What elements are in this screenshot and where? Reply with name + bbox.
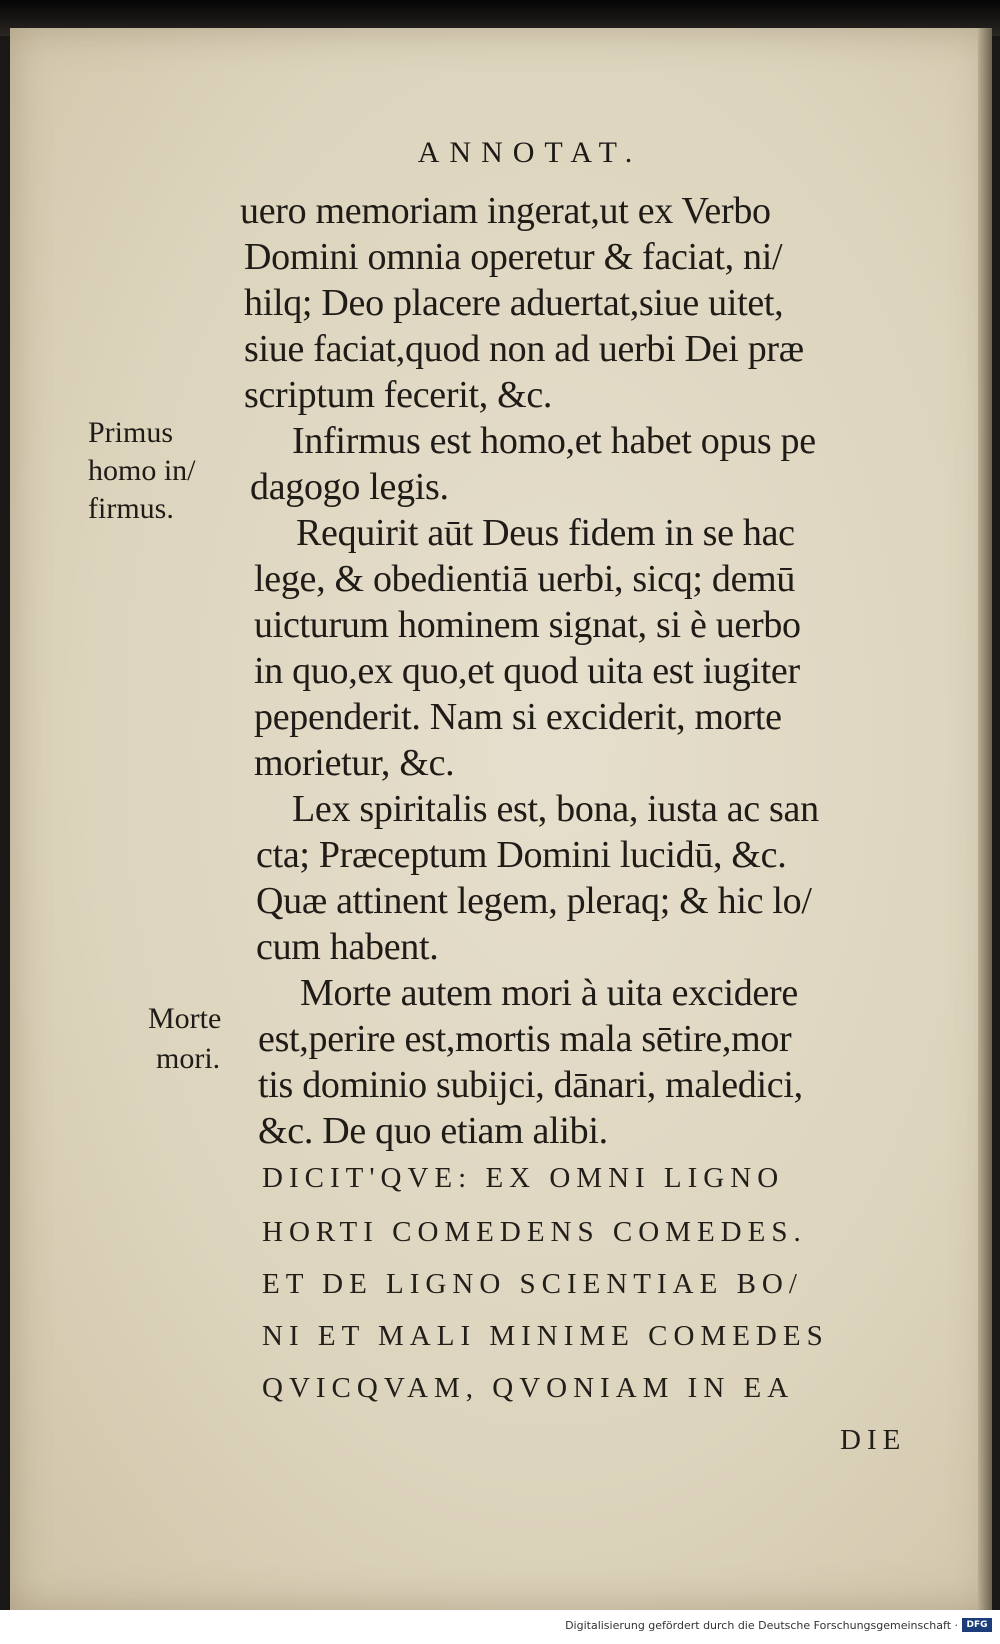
body-line: cum habent. [256, 926, 439, 968]
body-line: dagogo legis. [250, 466, 449, 508]
body-line: Requirit aūt Deus fidem in se hac [296, 512, 795, 554]
body-line: uero memoriam ingerat,ut ex Verbo [240, 190, 771, 232]
body-line: Morte autem mori à uita excidere [300, 972, 798, 1014]
caps-line: NI ET MALI MINIME COMEDES [262, 1320, 829, 1352]
body-line: Lex spiritalis est, bona, iusta ac san [292, 788, 819, 830]
margin-note-line: mori. [156, 1042, 221, 1075]
body-line: scriptum fecerit, &c. [244, 374, 553, 416]
body-line: Quæ attinent legem, pleraq; & hic lo/ [256, 880, 812, 922]
body-line: pependerit. Nam si exciderit, morte [254, 696, 782, 738]
margin-note-line: firmus. [88, 492, 174, 525]
body-line: uicturum hominem signat, si è uerbo [254, 604, 801, 646]
body-line: in quo,ex quo,et quod uita est iugiter [254, 650, 800, 692]
caps-line: HORTI COMEDENS COMEDES. [262, 1216, 807, 1248]
running-header: ANNOTAT. [417, 136, 643, 169]
footer-credit: Digitalisierung gefördert durch die Deutsche Forschungsgemeinschaft · [565, 1619, 958, 1632]
body-line: &c. De quo etiam alibi. [258, 1110, 608, 1152]
body-line: est,perire est,mortis mala sētire,mor [258, 1018, 792, 1060]
digitization-footer [0, 1610, 1000, 1644]
margin-note-line: Primus [88, 416, 174, 449]
caps-line: DICIT'QVE: EX OMNI LIGNO [262, 1162, 785, 1194]
caps-line: QVICQVAM, QVONIAM IN EA [262, 1372, 795, 1404]
body-line: morietur, &c. [254, 742, 455, 784]
body-line: hilq; Deo placere aduertat,siue uitet, [244, 282, 784, 324]
caps-line: DIE [840, 1424, 907, 1456]
body-line: lege, & obedientiā uerbi, sicq; demū [254, 558, 796, 600]
body-line: siue faciat,quod non ad uerbi Dei præ [244, 328, 804, 370]
body-line: tis dominio subijci, dānari, maledici, [258, 1064, 803, 1106]
body-line: Domini omnia operetur & faciat, ni/ [244, 236, 783, 278]
body-line: cta; Præceptum Domini lucidū, &c. [256, 834, 787, 876]
dfg-logo-icon: DFG [962, 1618, 992, 1632]
caps-line: ET DE LIGNO SCIENTIAE BO/ [262, 1268, 803, 1300]
margin-note-line: homo in/ [88, 454, 196, 487]
margin-note-line: Morte [148, 1002, 222, 1035]
page-right-edge [978, 28, 992, 1610]
body-line: Infirmus est homo,et habet opus pe [292, 420, 816, 462]
